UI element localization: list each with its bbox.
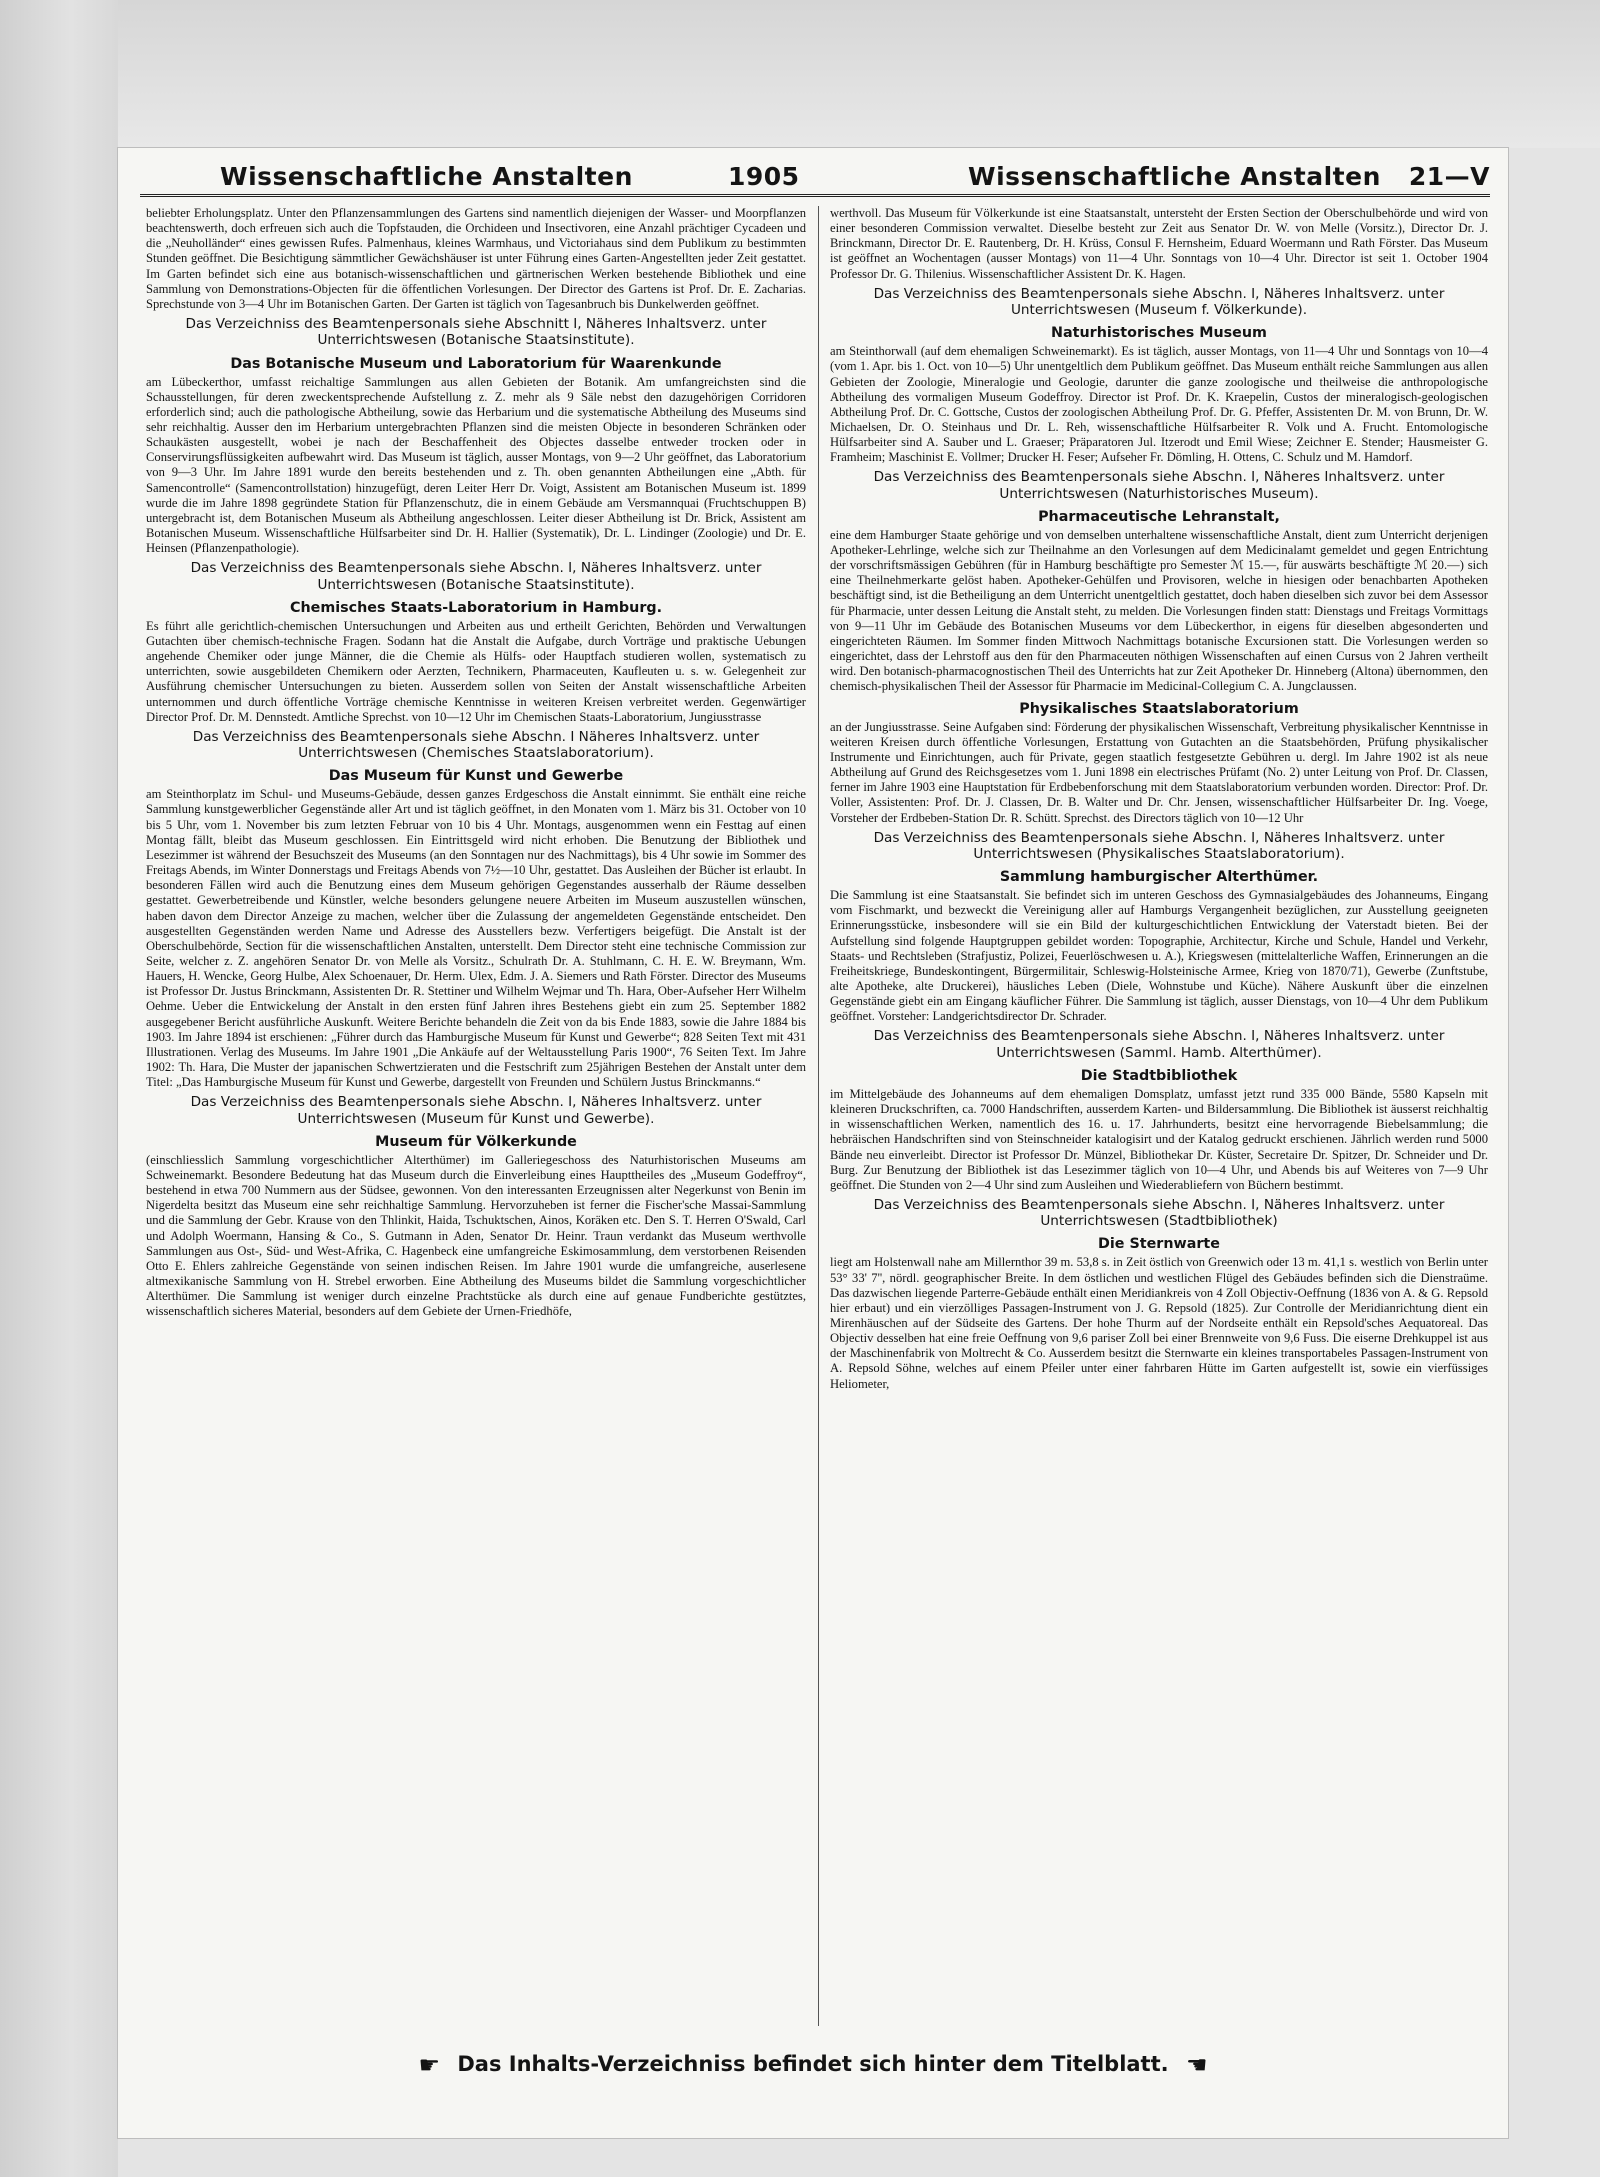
section-title: Die Stadtbibliothek (1080, 1067, 1238, 1084)
section-title: Chemisches Staats-Laboratorium in Hamburg. (289, 599, 663, 616)
section-title: Das Museum für Kunst und Gewerbe (328, 768, 624, 785)
section-title: Physikalisches Staatslaboratorium (1019, 700, 1299, 717)
scan-left-margin (0, 0, 118, 2177)
section-title: Naturhistorisches Museum (1051, 325, 1267, 342)
section-title: Das Botanische Museum und Laboratorium für Waarenkunde (230, 355, 722, 372)
body-paragraph: am Steinthorplatz im Schul- und Museums-Gebäude, dessen ganzes Erdgeschoss die Anstalt einnimmt. Sie enthält eine reiche Sammlung kunstgewerblicher Gegenstände aller Art und ist täglich geöffnet, in den Monaten vom 1. März bis 31. October von 10 bis 5 Uhr, vom 1. November bis zum letzten Februar von 10 bis 4 Uhr. Montags, ausgenommen wenn ein Festtag auf einen Montag fällt, bleibt das Museum geschlossen. Ein Eintrittsgeld wird nicht erhoben. Die Benutzung der Bibliothek und Lesezimmer ist während der Besuchszeit des Museums (an den Sonntagen nur des Nachmittags), bis 4 Uhr sowie im Sommer des Freitags Abends, im Winter Donnerstags und Freitags Abends von 7½—10 Uhr, gestattet. Das Ausleihen der Bücher ist erlaubt. In besonderen Fällen wird auch die Benutzung eines dem Museum gehörigen Gegenstandes ausserhalb der Räume desselben gestattet. Gewerbetreibende und Künstler, welche besonders gelungene neuere Arbeiten im Museum auszustellen wünschen, haben davon dem Director Anzeige zu machen, welcher über die Zulassung der angemeldeten Gegenstände entscheidet. Den ausgestellten Gegenständen werden Name und Adresse des Ausstellers bezw. Verfertigers beigefügt. Die Anstalt ist der Oberschulbehörde, Section für die wissenschaftlichen Anstalten, unterstellt. Dem Director steht eine technische Commission zur Seite, welcher z. Z. angehören Senator Dr. von Melle als Vorsitz., Schulrath Dr. A. Stuhlmann, C. H. E. W. Breymann, Wm. Hauers, H. Wencke, Georg Hulbe, Alex Schoenauer, Dr. Herm. Ulex, Edm. J. A. Siemers und Rath Förster. Director des Museums ist Professor Dr. Justus Brinckmann, Assistenten Dr. R. Stettiner und Wilhelm Wejmar und Th. Hara, Ober-Aufseher Herr Wilhelm Oehme. Ueber die Entwickelung der Anstalt in den ersten fünf Jahren ihres Bestehens giebt ein zum 25. September 1882 ausgegebener Bericht ausführliche Auskunft. Weitere Berichte behandeln die Zeit von da bis Ende 1883, sowie die Jahre 1884 bis 1903. Im Jahre 1894 ist erschienen: „Führer durch das Hamburgische Museum für Kunst und Gewerbe“; 828 Seiten Text mit 431 Illustrationen. Verlag des Museums. Im Jahre 1901 „Die Ankäufe auf der Weltausstellung Paris 1900“, 76 Seiten Text. Im Jahre 1902: Th. Hara, Die Muster der japanischen Schwertzieraten und die Festschrift zum 25jährigen Bestehen der Anstalt unter dem Titel: „Das Hamburgische Museum für Kunst und Gewerbe, dargestellt von Freunden und Schülern Justus Brinckmanns.“ (146, 787, 806, 1090)
staff-directory-reference: Das Verzeichniss des Beamtenpersonals siehe Abschn. I, Näheres Inhaltsverz. unter Unterrichtswesen (Museum f. Völkerkunde). (873, 285, 1445, 318)
page-header (140, 160, 1490, 197)
staff-directory-reference: Das Verzeichniss des Beamtenpersonals siehe Abschn. I, Näheres Inhaltsverz. unter Unterrichtswesen (Physikalisches Staatslaboratorium). (873, 829, 1445, 862)
header-left-title: Wissenschaftliche Anstalten (220, 162, 633, 191)
footer-text: Das Inhalts-Verzeichniss befindet sich hinter dem Titelblatt. (457, 2052, 1169, 2076)
document-page (118, 148, 1508, 2138)
staff-directory-reference: Das Verzeichniss des Beamtenpersonals siehe Abschn. I, Näheres Inhaltsverz. unter Unterrichtswesen (Naturhistorisches Museum). (873, 469, 1445, 502)
page-footer (118, 2044, 1508, 2084)
body-paragraph: am Lübeckerthor, umfasst reichaltige Sammlungen aus allen Gebieten der Botanik. Am umfangreichsten sind die Schausstellungen, für deren zweckentsprechende Aufstellung z. Z. mehr als 9 Säle nebst den dazugehörigen Corridoren erforderlich sind; auch die pathologische Abtheilung, sowie das Herbarium und die systematische Abtheilung des Museums sind sehr reichhaltig. Ausser den im Herbarium untergebrachten Pflanzen sind die meisten Objecte in besonderen Schränken oder Schaukästen ausgestellt, wobei je nach der Beschaffenheit des Objectes dasselbe entweder trocken oder in Conservirungsflüssigkeiten aufbewahrt wird. Das Museum ist täglich, ausser Montags, von 9—2 Uhr geöffnet, das Laboratorium von 9—3 Uhr. Im Jahre 1891 wurde den bereits bestehenden und z. Th. oben genannten Abtheilungen eine „Abth. für Samencontrolle“ (Samencontrollstation) hinzugefügt, deren Leiter Herr Dr. Voigt, Assistent am Botanischen Museum ist. 1899 wurde die im Jahre 1898 gegründete Station für Pflanzenschutz, die in einem Gebäude am Versmannquai (Fruchtschuppen B) untergebracht ist, dem Botanischen Museum als Abtheilung angeschlossen. Leiter dieser Abtheilung ist Dr. Brick, Assistent am Botanischen Museum. Wissenschaftliche Hülfsarbeiter sind Dr. H. Hallier (Systematik), Dr. L. Lindinger (Zoologie) und Dr. E. Heinsen (Pflanzenpathologie). (146, 374, 806, 556)
body-paragraph: (einschliesslich Sammlung vorgeschichtlicher Alterthümer) im Galleriegeschoss des Naturhistorischen Museums am Schweinemarkt. Besondere Bedeutung hat das Museum durch die Einverleibung eines Haupttheiles des „Museum Godeffroy“, bestehend in etwa 700 Nummern aus der Südsee, gewonnen. Von den interessanten Erzeugnissen alter Negerkunst von Benin im Nigerdelta besitzt das Museum eine sehr reichhaltige Sammlung. Hervorzuheben ist ferner die Fischer'sche Massai-Sammlung und die Sammlung der Gebr. Krause von den Thlinkit, Haida, Tschuktschen, Ainos, Koräken etc. Den S. T. Herren O'Swald, Carl und Adolph Woermann, Hansing & Co., S. Gutmann in Aden, Senator Dr. Heinr. Traun verdankt das Museum werthvolle Sammlungen aus Ost-, Süd- und West-Afrika, C. Hagenbeck eine umfangreiche Eskimosammlung, dem verstorbenen Reisenden Otto E. Ehlers zahlreiche Gegenstände von seinen indischen Reisen. Im Jahre 1901 wurde die umfangreiche, auserlesene altmexikanische Sammlung von H. Strebel erworben. Eine Abtheilung des Museums bildet die Sammlung vorgeschichtlicher Alterthümer. Die Sammlung ist weniger durch einzelne Prachtstücke als durch eine auf genaue Fundberichte gestütztes, wissenschaftlich sicheres Material, besonders auf dem Gebiete der Urnen-Friedhöfe, (146, 1152, 806, 1319)
body-paragraph: im Mittelgebäude des Johanneums auf dem ehemaligen Domsplatz, umfasst jetzt rund 335 000 Bände, 5580 Kapseln mit kleineren Druckschriften, ca. 7000 Handschriften, ausserdem Karten- und Bildersammlung. Die Bibliothek ist äusserst reichhaltig in wissenschaftlichen Werken, namentlich des 16. u. 17. Jahrhunderts, besitzt eine hervorragende Biebelsammlung; die hebräischen Handschriften sind von Steinschneider katalogisirt und der Katalog gedruckt erschienen. Jährlich werden rund 5000 Bände neu einverleibt. Director ist Professor Dr. Münzel, Bibliothekar Dr. Küster, Secretaire Dr. Spitzer, Dr. Schneider und Dr. Burg. Zur Benutzung der Bibliothek ist das Lesezimmer täglich von 10—4 Uhr, und Abends bis auf Weiteres von 7—9 Uhr geöffnet. Die Stunden von 2—4 Uhr sind zum Ausleihen und Wiederabliefern von Büchern bestimmt. (830, 1086, 1488, 1192)
section-title: Museum für Völkerkunde (375, 1133, 577, 1150)
header-page-number: 21—V (1408, 162, 1490, 191)
body-paragraph: liegt am Holstenwall nahe am Millernthor 39 m. 53,8 s. in Zeit östlich von Greenwich oder 13 m. 41,1 s. westlich von Berlin unter 53° 33' 7'', nördl. geographischer Breite. In dem östlichen und westlichen Flügel des Gebäudes befinden sich die Dienstraüme. Das dazwischen liegende Parterre-Gebäude enthält einen Meridiankreis von 4 Zoll Objectiv-Oeffnung (1836 von A. & G. Repsold hier erbaut) und ein vierzölliges Passagen-Instrument von J. G. Repsold (1825). Zur Controlle der Meridianrichtung dient ein Mirenhäuschen auf der Südseite des Gartens. Der hohe Thurm auf der Nordseite enthält ein Repsold'sches Aequatoreal. Das Objectiv desselben hat eine freie Oeffnung von 9,6 pariser Zoll bei einer Brennweite von 9,6 Fuss. Die eiserne Drehkuppel ist aus der Maschinenfabrik von Moltrecht & Co. Ausserdem besitzt die Sternwarte ein kleines transportabeles Passagen-Instrument von A. Repsold Söhne, welches auf einem Pfeiler unter einer fahrbaren Hütte im Garten aufgestellt ist, sowie ein vierfüssiges Heliometer, (830, 1255, 1488, 1391)
body-paragraph: Die Sammlung ist eine Staatsanstalt. Sie befindet sich im unteren Geschoss des Gymnasialgebäudes des Johanneums, Eingang vom Fischmarkt, und bezweckt die Vereinigung aller auf Hamburgs Vergangenheit bezüglichen, zur Ausstellung geeigneten Erinnerungsstücke, insbesondere will sie ein Bild der kulturgeschichtlichen Entwicklung der Vaterstadt bieten. Bei der Aufstellung sind folgende Hauptgruppen gebildet worden: Topographie, Architectur, Kirche und Schule, Handel und Verkehr, Staats- und Rechtsleben (Strafjustiz, Polizei, Feuerlöschwesen u. A.), Kriegswesen (mittelalterliche Waffen, Erinnerungen an die Freiheitskriege, Bundeskontingent, Bürgermilitair, Schleswig-Holsteinische Armee, Krieg von 1870/71), Gewerbe (Zunftstube, alte Apotheke, alte Druckerei), häusliches Leben (Diele, Wohnstube und Küche). Nähere Auskunft über die einzelnen Gegenstände giebt ein am Eingang käuflicher Führer. Die Sammlung ist täglich, ausser Dienstags, von 10—4 Uhr dem Publikum geöffnet. Vorsteher: Landgerichtsdirector Dr. Schrader. (830, 888, 1488, 1024)
scan-top-margin (0, 0, 1600, 148)
header-year: 1905 (728, 162, 800, 191)
column-divider (818, 206, 819, 2026)
staff-directory-reference: Das Verzeichniss des Beamtenpersonals siehe Abschn. I, Näheres Inhaltsverz. unter Unterrichtswesen (Botanische Staatsinstitute). (190, 560, 762, 593)
body-paragraph: eine dem Hamburger Staate gehörige und von demselben unterhaltene wissenschaftliche Anstalt, dient zum Unterricht derjenigen Apotheker-Lehrlinge, welche sich zur Theilnahme an den Vorlesungen auf dem Medicinalamt gemeldet und gegen Entrichtung der vorschriftsmässigen Gebühren (für in Hamburg beschäftigte pro Semester ℳ 15.—, für auswärts beschäftigte ℳ 20.—) sich eine Theilnehmerkarte gelöst haben. Apotheker-Gehülfen und Provisoren, welche in hiesigen oder benachbarten Apotheken beschäftigt sind, ist die Betheiligung an dem Unterricht unentgeltlich gestattet, doch haben dieselben sich zuvor bei dem Assessor für Pharmacie, unter dessen Leitung die Anstalt steht, zu melden. Die Vorlesungen finden statt: Dienstags und Freitags Vormittags von 9—11 Uhr im Gebäude des Botanischen Museums vor dem Lübeckerthor, in eigens für dieselben abgesonderten und eingerichteten Räumen. Im Sommer finden Mittwoch Nachmittags botanische Excursionen statt. Die Vorlesungen werden so eingerichtet, dass der Lehrstoff aus den für den Pharmaceuten nöthigen Wissenschaften auf einen Cursus von 2 Jahren vertheilt wird. Den botanisch-pharmacognostischen Theil des Unterrichts hat zur Zeit Apotheker Dr. Hinneberg (Altona) übernommen, den chemisch-physikalischen Theil der Assessor für Pharmacie im Medicinal-Collegium C. A. Jungclaussen. (830, 527, 1488, 694)
staff-directory-reference: Das Verzeichniss des Beamtenpersonals siehe Abschn. I, Näheres Inhaltsverz. unter Unterrichtswesen (Samml. Hamb. Alterthümer). (873, 1028, 1445, 1061)
section-title: Pharmaceutische Lehranstalt, (1038, 508, 1280, 525)
right-column (830, 206, 1488, 2026)
body-paragraph: an der Jungiusstrasse. Seine Aufgaben sind: Förderung der physikalischen Wissenschaft, Verbreitung physikalischer Kenntnisse in weiteren Kreisen durch öffentliche Vorlesungen, Erstattung von Gutachten an die Staatsbehörden, Prüfung physikalischer Instrumente und Einrichtungen, auch für Private, gegen staatlich festgesetzte Gebühren u. dergl. Im Jahre 1902 ist als neue Abtheilung auf Grund des Reichsgesetzes vom 1. Juni 1898 ein electrisches Prüfamt (No. 2) unter Leitung von Prof. Dr. Classen, ferner im Jahre 1903 eine Hauptstation für Erdbebenforschung mit dem Staatslaboratorium verbunden worden. Director: Prof. Dr. Voller, Assistenten: Prof. Dr. J. Classen, Dr. B. Walter und Dr. Chr. Jensen, wissenschaftlicher Hülfsarbeiter Dr. Ing. Voege, Vorsteher der Erdbeben-Station Dr. R. Schütt. Sprechst. des Directors täglich von 10—12 Uhr (830, 719, 1488, 825)
pointing-hand-right-icon: ☛ (418, 2051, 441, 2079)
pointing-hand-left-icon: ☚ (1185, 2051, 1208, 2079)
staff-directory-reference: Das Verzeichniss des Beamtenpersonals siehe Abschn. I, Näheres Inhaltsverz. unter Unterrichtswesen (Museum für Kunst und Gewerbe). (190, 1094, 762, 1127)
section-title: Die Sternwarte (1098, 1236, 1220, 1253)
staff-directory-reference: Das Verzeichniss des Beamtenpersonals siehe Abschn. I, Näheres Inhaltsverz. unter Unterrichtswesen (Stadtbibliothek) (873, 1196, 1445, 1230)
header-right-title: Wissenschaftliche Anstalten (968, 162, 1381, 191)
staff-directory-reference: Das Verzeichniss des Beamtenpersonals siehe Abschnitt I, Näheres Inhaltsverz. unter Unterrichtswesen (Botanische Staatsinstitute). (185, 316, 767, 349)
body-paragraph: am Steinthorwall (auf dem ehemaligen Schweinemarkt). Es ist täglich, ausser Montags, von 11—4 Uhr und Sonntags von 10—4 (vom 1. Apr. bis 1. Oct. von 10—5) Uhr unentgeltlich dem Publikum geöffnet. Das Museum enthält reiche Sammlungen aus allen Gebieten der Zoologie, Mineralogie und Geologie, darunter die ganze zoologische und theilweise die anthropologische Abtheilung des vormaligen Museum Godeffroy. Director ist Prof. Dr. K. Kraepelin, Custos der mineralogisch-geologischen Abtheilung Prof. Dr. C. Gottsche, Custos der zoologischen Abtheilung Prof. Dr. G. Pfeffer, Assistenten Dr. M. von Brunn, Dr. W. Michaelsen, Dr. O. Steinhaus und Dr. L. Reh, wissenschaftliche Hülfsarbeiter R. Volk und A. Frucht. Entomologische Hülfsarbeiter sind A. Sauber und L. Graeser; Präparatoren Jul. Itzerodt und Emil Wiese; Zeichner E. Stender; Hausmeister G. Framheim; Maschinist E. Vollmer; Drucker H. Feser; Aufseher Fr. Dömling, H. Ottens, C. Schulz und M. Hamdorf. (830, 344, 1488, 465)
staff-directory-reference: Das Verzeichniss des Beamtenpersonals siehe Abschn. I Näheres Inhaltsverz. unter Unterrichtswesen (Chemisches Staatslaboratorium). (192, 728, 760, 762)
body-paragraph: Es führt alle gerichtlich-chemischen Untersuchungen und Arbeiten aus und ertheilt Gerichten, Behörden und Verwaltungen Gutachten über chemisch-technische Fragen. Sodann hat die Anstalt die Aufgabe, durch Vorträge und praktische Uebungen angehende Chemiker oder junge Männer, die die Chemie als Hülfs- oder Hauptfach studieren wollen, systematisch zu unterrichten, sowie ausgebildeten Chemikern oder Aerzten, Technikern, Pharmaceuten, Kaufleuten u. s. w. Gelegenheit zur Ausführung chemischer Untersuchungen zu bieten. Ausserdem sollen von Seiten der Anstalt wissenschaftliche Arbeiten unternommen und durch öffentliche Vorträge chemische Kenntnisse in weiteren Kreisen verbreitet werden. Gegenwärtiger Director Prof. Dr. M. Dennstedt. Amtliche Sprechst. von 10—12 Uhr im Chemischen Staats-Laboratorium, Jungiusstrasse (146, 618, 806, 724)
section-title: Sammlung hamburgischer Alterthümer. (999, 869, 1319, 886)
body-paragraph: werthvoll. Das Museum für Völkerkunde ist eine Staatsanstalt, untersteht der Ersten Section der Oberschulbehörde und wird von einer besonderen Commission verwaltet. Dieselbe besteht zur Zeit aus Senator Dr. W. von Melle (Vorsitz.), Director Dr. J. Brinckmann, Director Dr. E. Rautenberg, Dr. H. Krüss, Consul F. Hernsheim, Eduard Woermann und Rath Förster. Das Museum ist geöffnet an Wochentagen (ausser Montags) von 11—4 Uhr. Sonntags von 10—4 Uhr. Director ist seit 1. October 1904 Professor Dr. G. Thilenius. Wissenschaftlicher Assistent Dr. K. Hagen. (830, 206, 1488, 281)
left-column (146, 206, 806, 2026)
body-paragraph: beliebter Erholungsplatz. Unter den Pflanzensammlungen des Gartens sind namentlich diejenigen der Wasser- und Moorpflanzen beachtenswerth, doch erfreuen sich auch die Topfstauden, die Orchideen und Insectivoren, eine Anzahl prächtiger Cycadeen und die „Neuholländer“ eines gewissen Rufes. Palmenhaus, kleines Warmhaus, und Victoriahaus sind dem Publikum zu bestimmten Stunden geöffnet. Die Besichtigung sämmtlicher Gewächshäuser ist unter Führung eines Garten-Angestellten jeder Zeit gestattet. Im Garten befindet sich eine aus botanisch-wissenschaftlichen und gärtnerischen Werken bestehende Bibliothek und eine Sammlung von Demonstrations-Objecten für die öffentlichen Vorlesungen. Der Director des Gartens ist Prof. Dr. E. Zacharias. Sprechstunde von 3—4 Uhr im Botanischen Garten. Der Garten ist täglich von Tagesanbruch bis Dunkelwerden geöffnet. (146, 206, 806, 311)
